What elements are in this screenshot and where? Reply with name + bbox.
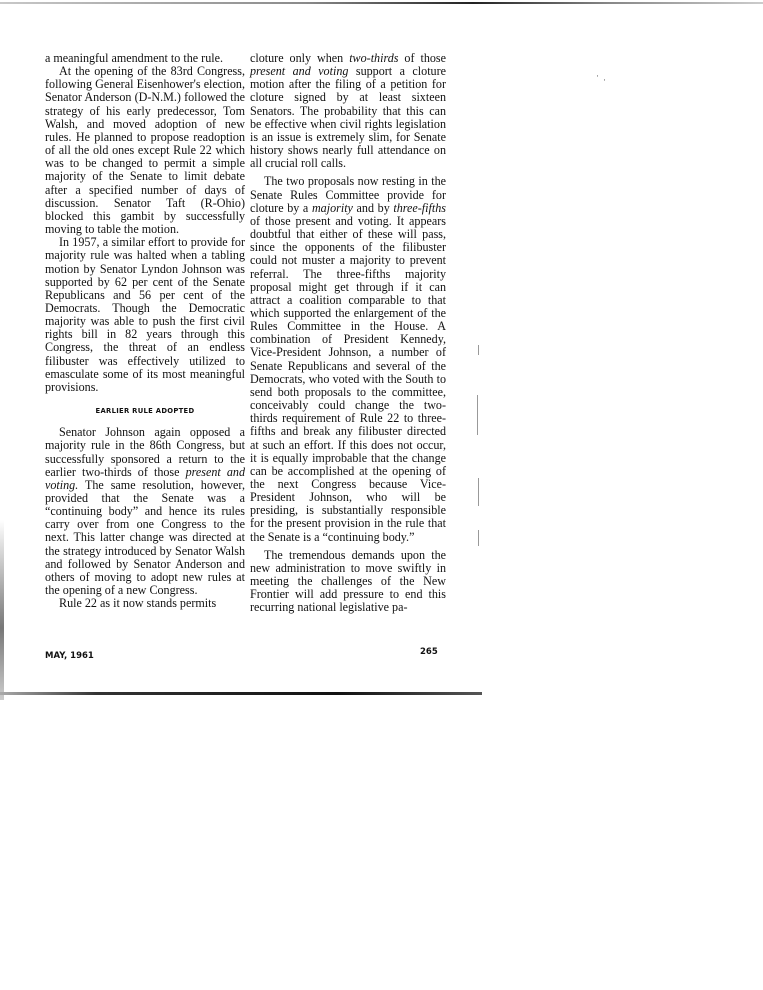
scan-speck: · — [603, 75, 606, 85]
scan-speck: · — [596, 71, 599, 81]
scan-mark — [478, 530, 479, 546]
page-number: 265 — [420, 647, 438, 657]
paragraph: In 1957, a similar effort to provide for majority rule was halted when a tabling motion by Senator Lyndon Johnson was supported by 62 per cent of the Senate Republicans and 56 per cent of the Democrats. Though the Democratic majority was able to push the first civil rights bill in 82 years through this Congress, the threat of an endless filibuster was effectively utilized to emasculate some of its most meaningful provisions. — [45, 235, 245, 394]
paragraph: Senator Johnson again opposed a majority rule in the 86th Congress, but successfully sponsored a return to the earlier two-thirds of those present and voting. The same resolution, however, provided that the Senate was a “continuing body” and hence its rules carry over from one Congress to the next. This latter change was directed at the strategy introduced by Senator Walsh and followed by Senator Anderson and others of moving to adopt new rules at the opening of a new Congress. — [45, 425, 245, 598]
paragraph: The two proposals now resting in the Senate Rules Committee provide for cloture by a majority and by three-fifths of those present and voting. It appears doubtful that either of these will pass, since the opponents of the filibuster could not muster a majority to prevent referral. The three-fifths majority proposal might get through if it can attract a coalition comparable to that which supported the enlargement of the Rules Committee in the House. A combination of President Kennedy, Vice-President Johnson, a number of Senate Republicans and several of the Democrats, who voted with the South to send both proposals to the committee, conceivably could change the two-thirds requirement of Rule 22 to three-fifths and break any filibuster directed at such an effort. If this does not occur, it is equally improbable that the change can be accomplished at the opening of the next Congress because Vice-President Johnson, who will be presiding, is substantially responsible for the present provision in the rule that the Senate is a “continuing body.” — [250, 174, 446, 544]
issue-date: MAY, 1961 — [45, 651, 94, 661]
section-heading: EARLIER RULE ADOPTED — [95, 407, 195, 416]
scan-left-edge — [0, 520, 4, 700]
scan-top-edge — [0, 2, 763, 4]
scan-bottom-edge — [0, 692, 482, 695]
paragraph: Rule 22 as it now stands permits — [59, 596, 217, 611]
scan-mark — [477, 395, 478, 435]
paragraph: At the opening of the 83rd Congress, following General Eisenhower's election, Senator Anderson (D-N.M.) followed the strategy of his early predecessor, Tom Walsh, and moved adoption of new rules. He planned to propose readoption of all the old ones except Rule 22 which was to be changed to permit a simple majority of the Senate to limit debate after a specified number of days of discussion. Senator Taft (R-Ohio) blocked this gambit by successfully moving to table the motion. — [45, 64, 245, 237]
paragraph: a meaningful amendment to the rule. — [45, 51, 223, 65]
scan-mark — [478, 478, 479, 506]
paragraph: The tremendous demands upon the new administration to move swiftly in meeting the challenges of the New Frontier will add pressure to end this recurring national legislative pa- — [250, 547, 446, 615]
paragraph: cloture only when two-thirds of those present and voting support a cloture motion after the filing of a petition for cloture signed by at least sixteen Senators. The probability that this can be effective when civil rights legislation is an issue is extremely slim, for Senate history shows nearly full attendance on all crucial roll calls. — [250, 51, 447, 171]
right-column — [250, 52, 446, 615]
left-column — [45, 52, 245, 610]
scan-mark — [478, 345, 479, 355]
